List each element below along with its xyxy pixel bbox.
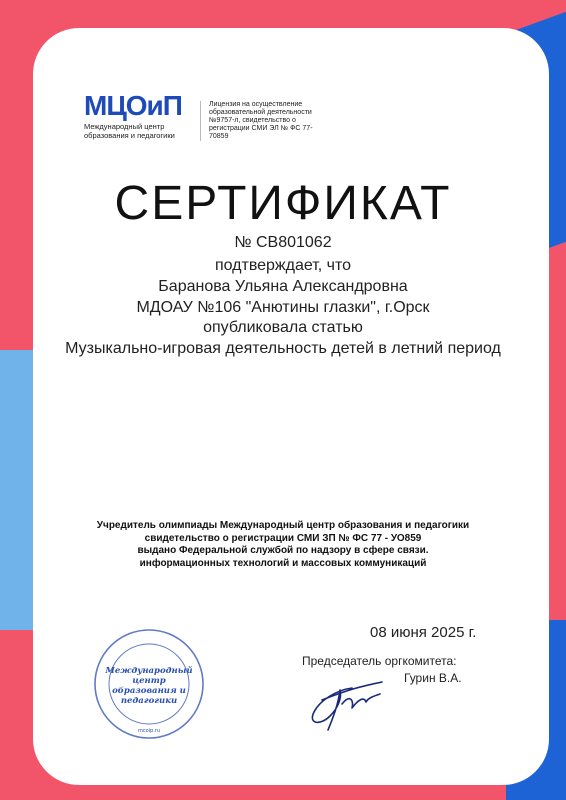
- logo-name: МЦОиП: [84, 90, 182, 121]
- license-text: Лицензия на осуществление образовательной деятельности №9757-л, свидетельство о регистрации СМИ ЭЛ № ФС 77-70859: [200, 101, 319, 141]
- certificate-number: № СВ801062: [234, 234, 332, 251]
- founder-line-3: выдано Федеральной службой по надзору в сфере связи.: [137, 545, 429, 556]
- stamp-line-1: Международный: [105, 666, 193, 676]
- certificate-title: СЕРТИФИКАТ: [114, 177, 452, 230]
- founder-info: [0, 520, 566, 570]
- organization-name: МДОАУ №106 "Анютины глазки", г.Орск: [136, 299, 430, 316]
- signature: [292, 660, 402, 732]
- issue-date: 08 июня 2025 г.: [370, 624, 477, 641]
- founder-line-2: свидетельство о регистрации СМИ ЗП № ФС 77 - УО859: [144, 532, 422, 544]
- chairman-title: Председатель оргкомитета:: [302, 654, 457, 668]
- stamp-line-3: образования и: [112, 686, 186, 696]
- stamp-line-4: педагогики: [120, 696, 178, 706]
- stamp-site: mcoip.ru: [137, 728, 161, 734]
- founder-line-1: Учредитель олимпиады Международный центр образования и педагогики: [96, 520, 470, 531]
- stamp-line-2: центр: [132, 676, 166, 686]
- action-text: опубликовала статью: [203, 319, 363, 336]
- stamp-seal: [93, 628, 205, 740]
- founder-line-4: информационных технологий и массовых коммуникаций: [139, 557, 427, 569]
- chairman-name: Гурин В.А.: [404, 671, 462, 685]
- article-title: Музыкально-игровая деятельность детей в летний период: [65, 340, 501, 357]
- confirms-text: подтверждает, что: [214, 257, 352, 274]
- recipient-name: Баранова Ульяна Александровна: [158, 278, 408, 295]
- logo-subtitle: Международный центр образования и педагогики: [84, 122, 175, 140]
- logo: [84, 92, 184, 140]
